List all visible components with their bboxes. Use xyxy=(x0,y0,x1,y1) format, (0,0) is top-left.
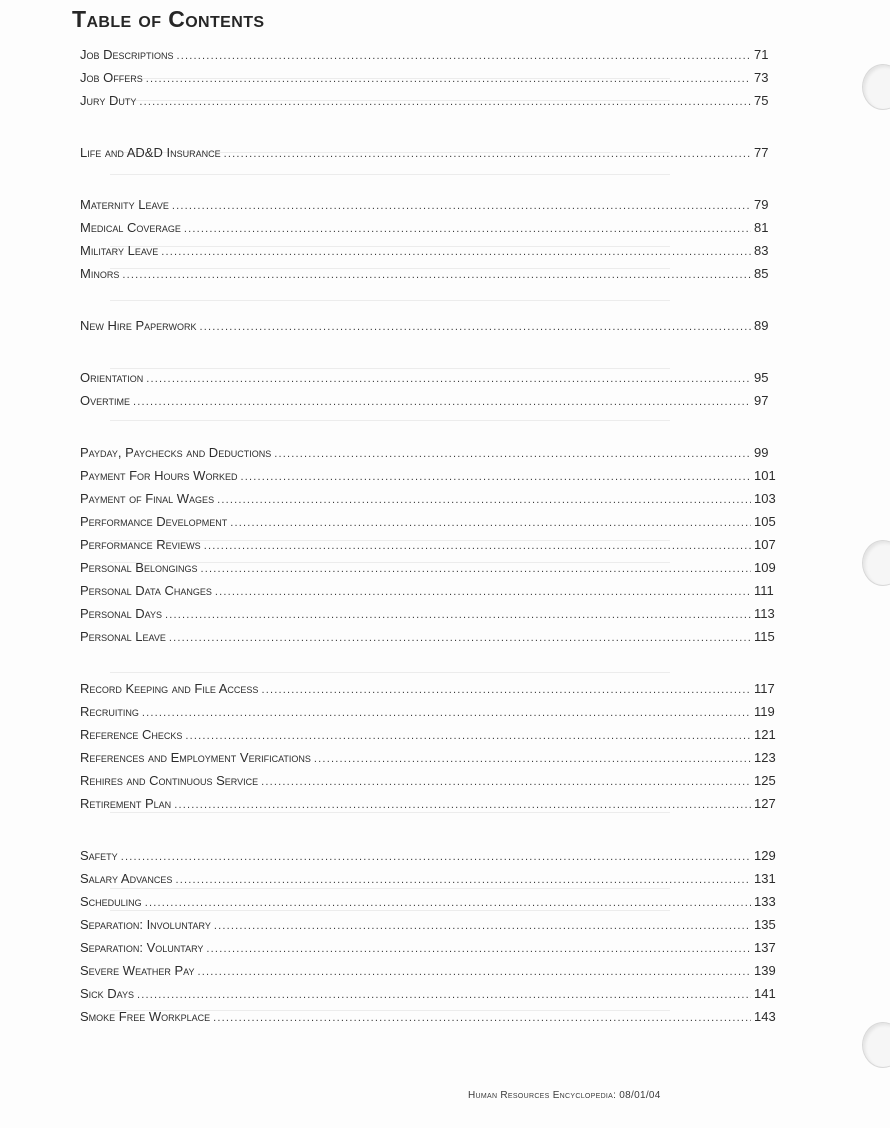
dot-leader xyxy=(261,776,751,788)
toc-entry-page-number: 113 xyxy=(754,606,775,621)
dot-leader xyxy=(161,246,751,258)
toc-entry-label: Retirement Plan xyxy=(80,796,172,811)
dot-leader xyxy=(240,471,751,483)
toc-entry-label: Payday, Paychecks and Deductions xyxy=(80,445,272,460)
toc-entry-label: Smoke Free Workplace xyxy=(80,1009,211,1024)
toc-entry-label: Medical Coverage xyxy=(80,220,181,235)
toc-entry xyxy=(80,145,790,160)
toc-entry-label: Personal Data Changes xyxy=(80,583,212,598)
toc-entry-page-number: 137 xyxy=(754,940,776,955)
toc-entry-label: Reference Checks xyxy=(80,727,183,742)
toc-entry xyxy=(80,871,790,886)
toc-entry-label: Safety xyxy=(80,848,118,863)
toc-entry-label: Orientation xyxy=(80,370,144,385)
toc-entry-label: Military Leave xyxy=(80,243,159,258)
toc-entry-label: Maternity Leave xyxy=(80,197,169,212)
toc-entry xyxy=(80,750,790,765)
toc-entry-label: Job Offers xyxy=(80,70,143,85)
toc-entry-page-number: 85 xyxy=(754,266,769,281)
toc-entry xyxy=(80,796,790,811)
dot-leader xyxy=(175,874,751,886)
toc-entry xyxy=(80,445,790,460)
toc-entry xyxy=(80,629,790,644)
bleed-through-line xyxy=(110,174,670,175)
dot-leader xyxy=(177,50,751,62)
dot-leader xyxy=(145,897,751,909)
dot-leader xyxy=(122,269,751,281)
toc-entry xyxy=(80,220,790,235)
toc-entry xyxy=(80,491,790,506)
toc-entry-page-number: 79 xyxy=(754,197,769,212)
bleed-through-line xyxy=(110,300,670,301)
toc-entry-page-number: 141 xyxy=(754,986,776,1001)
dot-leader xyxy=(174,799,751,811)
toc-entry xyxy=(80,773,790,788)
toc-entry xyxy=(80,560,790,575)
toc-entry xyxy=(80,940,790,955)
toc-entry xyxy=(80,894,790,909)
toc-entry-label: Performance Reviews xyxy=(80,537,201,552)
dot-leader xyxy=(185,730,751,742)
punch-hole xyxy=(862,1022,890,1068)
toc-entry-label: Personal Leave xyxy=(80,629,166,644)
toc-entry xyxy=(80,514,790,529)
bleed-through-line xyxy=(110,888,670,889)
toc-entry xyxy=(80,963,790,978)
dot-leader xyxy=(121,851,751,863)
toc-entry-label: References and Employment Verifications xyxy=(80,750,311,765)
toc-entry-page-number: 123 xyxy=(754,750,776,765)
toc-entry xyxy=(80,93,790,108)
dot-leader xyxy=(142,707,751,719)
dot-leader xyxy=(184,223,751,235)
dot-leader xyxy=(139,96,751,108)
dot-leader xyxy=(217,494,751,506)
toc-entry-page-number: 101 xyxy=(754,468,776,483)
toc-entry-page-number: 81 xyxy=(754,220,769,235)
toc-entry-label: Payment of Final Wages xyxy=(80,491,215,506)
toc-entry-page-number: 129 xyxy=(754,848,776,863)
dot-leader xyxy=(206,943,751,955)
toc-entry-page-number: 131 xyxy=(754,871,776,886)
toc-entry-label: Minors xyxy=(80,266,120,281)
toc-entry xyxy=(80,393,790,408)
page-title: Table of Contents xyxy=(72,6,265,32)
toc-entry-label: Rehires and Continuous Service xyxy=(80,773,259,788)
dot-leader xyxy=(215,586,751,598)
dot-leader xyxy=(137,989,751,1001)
toc-entry-page-number: 117 xyxy=(754,681,775,696)
toc-entry-label: Personal Belongings xyxy=(80,560,198,575)
dot-leader xyxy=(204,540,751,552)
toc-entry xyxy=(80,848,790,863)
toc-entry-label: Overtime xyxy=(80,393,130,408)
toc-entry-label: Life and AD&D Insurance xyxy=(80,145,221,160)
toc-entry-label: Record Keeping and File Access xyxy=(80,681,259,696)
toc-entry xyxy=(80,704,790,719)
dot-leader xyxy=(200,563,751,575)
dot-leader xyxy=(198,966,751,978)
dot-leader xyxy=(261,684,751,696)
toc-entry-label: Recruiting xyxy=(80,704,139,719)
bleed-through-line xyxy=(110,910,670,911)
toc-entry xyxy=(80,1009,790,1024)
dot-leader xyxy=(314,753,751,765)
toc-entry-label: Separation: Voluntary xyxy=(80,940,204,955)
toc-entry-page-number: 73 xyxy=(754,70,769,85)
dot-leader xyxy=(214,920,751,932)
toc-entry-page-number: 135 xyxy=(754,917,776,932)
toc-entry xyxy=(80,243,790,258)
toc-entry xyxy=(80,70,790,85)
toc-entry xyxy=(80,583,790,598)
dot-leader xyxy=(274,448,751,460)
punch-hole xyxy=(862,64,890,110)
dot-leader xyxy=(146,73,751,85)
toc-entry-page-number: 75 xyxy=(754,93,769,108)
toc-entry-page-number: 77 xyxy=(754,145,769,160)
toc-entry-label: Sick Days xyxy=(80,986,135,1001)
dot-leader xyxy=(224,148,751,160)
dot-leader xyxy=(172,200,751,212)
dot-leader xyxy=(169,632,751,644)
toc-entry xyxy=(80,318,790,333)
toc-entry xyxy=(80,47,790,62)
toc-entry xyxy=(80,681,790,696)
toc-entry-label: Severe Weather Pay xyxy=(80,963,195,978)
bleed-through-line xyxy=(110,368,670,369)
toc-entry-page-number: 99 xyxy=(754,445,769,460)
toc-entry xyxy=(80,537,790,552)
toc-entry-page-number: 125 xyxy=(754,773,776,788)
toc-entry-label: Scheduling xyxy=(80,894,142,909)
toc-entry-label: Salary Advances xyxy=(80,871,173,886)
toc-entry xyxy=(80,266,790,281)
toc-entry-page-number: 111 xyxy=(754,583,774,598)
bleed-through-line xyxy=(110,672,670,673)
toc-entry-page-number: 119 xyxy=(754,704,775,719)
toc-entry xyxy=(80,370,790,385)
toc-entry xyxy=(80,986,790,1001)
toc-entry xyxy=(80,727,790,742)
toc-entry-page-number: 95 xyxy=(754,370,769,385)
toc-entry-page-number: 127 xyxy=(754,796,776,811)
toc-entry-label: Personal Days xyxy=(80,606,163,621)
toc-entry xyxy=(80,468,790,483)
toc-entry xyxy=(80,606,790,621)
toc-entry xyxy=(80,197,790,212)
toc-entry-page-number: 105 xyxy=(754,514,776,529)
toc-entry-page-number: 103 xyxy=(754,491,776,506)
toc-entry-label: Job Descriptions xyxy=(80,47,174,62)
toc-entry-label: Performance Development xyxy=(80,514,228,529)
page-footer: Human Resources Encyclopedia: 08/01/04 xyxy=(468,1090,661,1101)
punch-hole xyxy=(862,540,890,586)
toc-entry-page-number: 89 xyxy=(754,318,769,333)
toc-entry-label: New Hire Paperwork xyxy=(80,318,197,333)
toc-entry-label: Jury Duty xyxy=(80,93,137,108)
dot-leader xyxy=(213,1012,751,1024)
dot-leader xyxy=(165,609,751,621)
toc-entry-page-number: 107 xyxy=(754,537,776,552)
dot-leader xyxy=(200,321,751,333)
toc-entry-page-number: 109 xyxy=(754,560,776,575)
toc-entry-page-number: 71 xyxy=(754,47,769,62)
toc-entry-label: Payment For Hours Worked xyxy=(80,468,238,483)
bleed-through-line xyxy=(110,812,670,813)
dot-leader xyxy=(133,396,751,408)
bleed-through-line xyxy=(110,420,670,421)
dot-leader xyxy=(146,373,751,385)
toc-entry-page-number: 83 xyxy=(754,243,769,258)
toc-entry-page-number: 139 xyxy=(754,963,776,978)
toc-entry xyxy=(80,917,790,932)
toc-entry-page-number: 97 xyxy=(754,393,769,408)
toc-entry-label: Separation: Involuntary xyxy=(80,917,211,932)
toc-entry-page-number: 143 xyxy=(754,1009,776,1024)
toc-entry-page-number: 121 xyxy=(754,727,776,742)
toc-entry-page-number: 115 xyxy=(754,629,775,644)
dot-leader xyxy=(230,517,751,529)
toc-entry-page-number: 133 xyxy=(754,894,776,909)
